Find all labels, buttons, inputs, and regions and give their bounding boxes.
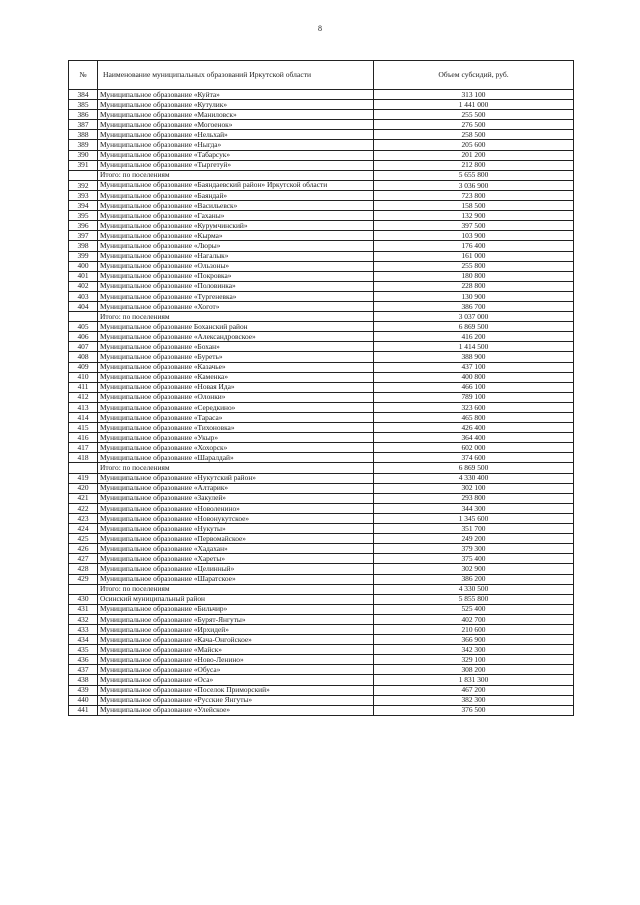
row-name: Итого: по поселениям (98, 463, 374, 473)
row-value: 375 400 (374, 554, 574, 564)
row-value: 382 300 (374, 695, 574, 705)
row-number: 406 (69, 332, 98, 342)
row-number: 408 (69, 352, 98, 362)
row-value: 249 200 (374, 534, 574, 544)
row-number: 386 (69, 110, 98, 120)
row-number: 417 (69, 443, 98, 453)
row-value: 364 400 (374, 433, 574, 443)
row-number: 424 (69, 524, 98, 534)
row-name: Муниципальное образование «Баяндаевский район» Иркутской области (98, 180, 374, 190)
row-value: 228 800 (374, 281, 574, 291)
row-value: 5 655 800 (374, 170, 574, 180)
row-value: 210 600 (374, 624, 574, 634)
row-value: 386 200 (374, 574, 574, 584)
row-name: Муниципальное образование «Обуса» (98, 665, 374, 675)
row-value: 1 831 300 (374, 675, 574, 685)
row-name: Муниципальное образование «Улейское» (98, 705, 374, 715)
table-row (69, 685, 574, 695)
row-value: 1 441 000 (374, 100, 574, 110)
row-number: 401 (69, 271, 98, 281)
table-row (69, 513, 574, 523)
row-value: 201 200 (374, 150, 574, 160)
table-row (69, 423, 574, 433)
row-number: 440 (69, 695, 98, 705)
row-value: 466 100 (374, 382, 574, 392)
table-row (69, 635, 574, 645)
row-value: 329 100 (374, 655, 574, 665)
row-name: Муниципальное образование «Нельхай» (98, 130, 374, 140)
table-row (69, 695, 574, 705)
row-number: 407 (69, 342, 98, 352)
row-number: 418 (69, 453, 98, 463)
row-value: 6 869 500 (374, 322, 574, 332)
row-value: 376 500 (374, 705, 574, 715)
row-name: Муниципальное образование «Новая Ида» (98, 382, 374, 392)
row-value: 525 400 (374, 604, 574, 614)
row-number: 403 (69, 291, 98, 301)
row-value: 344 300 (374, 503, 574, 513)
row-number: 439 (69, 685, 98, 695)
table-row (69, 251, 574, 261)
row-name: Итого: по поселениям (98, 584, 374, 594)
row-value: 386 700 (374, 301, 574, 311)
table-row (69, 534, 574, 544)
row-value: 130 900 (374, 291, 574, 301)
row-name: Муниципальное образование «Тургеневка» (98, 291, 374, 301)
row-value: 212 800 (374, 160, 574, 170)
row-name: Осинский муниципальный район (98, 594, 374, 604)
table-row (69, 362, 574, 372)
row-name: Муниципальное образование «Буреть» (98, 352, 374, 362)
row-name: Муниципальное образование «Гаханы» (98, 211, 374, 221)
row-number: 399 (69, 251, 98, 261)
row-number: 404 (69, 301, 98, 311)
row-value: 161 000 (374, 251, 574, 261)
row-value: 293 800 (374, 493, 574, 503)
row-value: 1 345 600 (374, 513, 574, 523)
row-number (69, 584, 98, 594)
table-row (69, 160, 574, 170)
row-number: 435 (69, 645, 98, 655)
header-name: Наименование муниципальных образований Иркутской области (98, 61, 374, 90)
row-name: Муниципальное образование Боханский район (98, 322, 374, 332)
row-name: Муниципальное образование «Половинка» (98, 281, 374, 291)
row-name: Муниципальное образование «Русские Янгуты» (98, 695, 374, 705)
table-row (69, 453, 574, 463)
row-value: 379 300 (374, 544, 574, 554)
row-number: 434 (69, 635, 98, 645)
row-value: 1 414 500 (374, 342, 574, 352)
row-number (69, 463, 98, 473)
table-row (69, 604, 574, 614)
row-name: Муниципальное образование «Могоенок» (98, 120, 374, 130)
row-name: Муниципальное образование «Тихоновка» (98, 423, 374, 433)
row-name: Муниципальное образование «Васильевск» (98, 201, 374, 211)
table-row (69, 90, 574, 100)
row-number: 402 (69, 281, 98, 291)
total-row (69, 584, 574, 594)
row-number: 429 (69, 574, 98, 584)
table-row (69, 271, 574, 281)
row-value: 180 800 (374, 271, 574, 281)
row-number: 421 (69, 493, 98, 503)
table-row (69, 201, 574, 211)
row-number: 388 (69, 130, 98, 140)
row-number: 430 (69, 594, 98, 604)
row-number: 390 (69, 150, 98, 160)
row-name: Муниципальное образование «Хогот» (98, 301, 374, 311)
table-row (69, 372, 574, 382)
row-number: 410 (69, 372, 98, 382)
row-number: 436 (69, 655, 98, 665)
table-row (69, 433, 574, 443)
row-name: Итого: по поселениям (98, 312, 374, 322)
table-row (69, 352, 574, 362)
table-row (69, 402, 574, 412)
row-number: 384 (69, 90, 98, 100)
table-row (69, 100, 574, 110)
row-value: 176 400 (374, 241, 574, 251)
table-row (69, 332, 574, 342)
row-name: Муниципальное образование «Кырма» (98, 231, 374, 241)
row-number: 413 (69, 402, 98, 412)
row-value: 388 900 (374, 352, 574, 362)
row-value: 723 800 (374, 190, 574, 200)
table-row (69, 301, 574, 311)
row-name: Муниципальное образование «Нукутский район» (98, 473, 374, 483)
page-number: 8 (318, 24, 322, 33)
row-value: 313 100 (374, 90, 574, 100)
table-row (69, 544, 574, 554)
row-name: Муниципальное образование «Тараса» (98, 413, 374, 423)
total-row (69, 170, 574, 180)
row-name: Муниципальное образование «Новонукутское» (98, 513, 374, 523)
table-row (69, 130, 574, 140)
table-row (69, 473, 574, 483)
row-name: Муниципальное образование «Ользоны» (98, 261, 374, 271)
row-value: 323 600 (374, 402, 574, 412)
row-value: 351 700 (374, 524, 574, 534)
row-name: Муниципальное образование «Курумчинский» (98, 221, 374, 231)
row-value: 103 900 (374, 231, 574, 241)
row-value: 426 400 (374, 423, 574, 433)
row-name: Муниципальное образование «Казачье» (98, 362, 374, 372)
table-row (69, 554, 574, 564)
row-number: 415 (69, 423, 98, 433)
header-num: № (69, 61, 98, 90)
row-name: Муниципальное образование «Ныгда» (98, 140, 374, 150)
row-name: Муниципальное образование «Укыр» (98, 433, 374, 443)
table-row (69, 675, 574, 685)
total-row (69, 312, 574, 322)
table-row (69, 110, 574, 120)
header-value: Объем субсидий, руб. (374, 61, 574, 90)
row-number: 412 (69, 392, 98, 402)
row-value: 255 500 (374, 110, 574, 120)
table-row (69, 645, 574, 655)
row-number (69, 170, 98, 180)
row-name: Муниципальное образование «Табарсук» (98, 150, 374, 160)
row-name: Муниципальное образование «Бохан» (98, 342, 374, 352)
row-number: 423 (69, 513, 98, 523)
row-name: Муниципальное образование «Первомайское» (98, 534, 374, 544)
row-value: 258 500 (374, 130, 574, 140)
table-row (69, 524, 574, 534)
row-number: 433 (69, 624, 98, 634)
row-number: 414 (69, 413, 98, 423)
table-row (69, 705, 574, 715)
table-row (69, 261, 574, 271)
row-value: 3 037 000 (374, 312, 574, 322)
row-number: 395 (69, 211, 98, 221)
table-row (69, 483, 574, 493)
row-value: 467 200 (374, 685, 574, 695)
row-number: 416 (69, 433, 98, 443)
header-row (69, 61, 574, 90)
row-value: 158 500 (374, 201, 574, 211)
row-number: 438 (69, 675, 98, 685)
row-number: 398 (69, 241, 98, 251)
table-row (69, 281, 574, 291)
row-value: 276 500 (374, 120, 574, 130)
row-number: 385 (69, 100, 98, 110)
row-number: 425 (69, 534, 98, 544)
row-number: 397 (69, 231, 98, 241)
table-row (69, 574, 574, 584)
row-value: 374 600 (374, 453, 574, 463)
row-name: Муниципальное образование «Шаратское» (98, 574, 374, 584)
row-name: Муниципальное образование «Кача-Онгойское» (98, 635, 374, 645)
row-number: 394 (69, 201, 98, 211)
row-name: Муниципальное образование «Каменка» (98, 372, 374, 382)
row-name: Муниципальное образование «Алтарик» (98, 483, 374, 493)
row-value: 302 900 (374, 564, 574, 574)
row-number: 400 (69, 261, 98, 271)
row-name: Муниципальное образование «Баяндай» (98, 190, 374, 200)
table-body (69, 90, 574, 716)
row-number: 441 (69, 705, 98, 715)
row-name: Муниципальное образование «Поселок Приморский» (98, 685, 374, 695)
row-name: Муниципальное образование «Тыргетуй» (98, 160, 374, 170)
row-value: 6 869 500 (374, 463, 574, 473)
table-row (69, 655, 574, 665)
row-number: 409 (69, 362, 98, 372)
row-name: Муниципальное образование «Бурят-Янгуты» (98, 614, 374, 624)
row-number: 427 (69, 554, 98, 564)
row-number: 389 (69, 140, 98, 150)
row-value: 255 800 (374, 261, 574, 271)
table-row (69, 665, 574, 675)
row-name: Муниципальное образование «Хохорск» (98, 443, 374, 453)
row-value: 789 100 (374, 392, 574, 402)
table-row (69, 413, 574, 423)
row-number: 396 (69, 221, 98, 231)
subsidies-table (68, 60, 574, 716)
table-row (69, 322, 574, 332)
row-value: 416 200 (374, 332, 574, 342)
row-name: Муниципальное образование «Середкино» (98, 402, 374, 412)
row-number: 393 (69, 190, 98, 200)
row-name: Муниципальное образование «Нукуты» (98, 524, 374, 534)
row-name: Муниципальное образование «Целинный» (98, 564, 374, 574)
table-header (69, 61, 574, 90)
table-row (69, 231, 574, 241)
table-row (69, 382, 574, 392)
row-name: Муниципальное образование «Хареты» (98, 554, 374, 564)
row-name: Муниципальное образование «Бильчир» (98, 604, 374, 614)
row-name: Муниципальное образование «Маниловск» (98, 110, 374, 120)
row-name: Муниципальное образование «Кутулик» (98, 100, 374, 110)
row-value: 132 900 (374, 211, 574, 221)
row-name: Муниципальное образование «Майск» (98, 645, 374, 655)
table-row (69, 493, 574, 503)
row-number: 419 (69, 473, 98, 483)
table-row (69, 624, 574, 634)
table-row (69, 190, 574, 200)
row-value: 205 600 (374, 140, 574, 150)
row-name: Муниципальное образование «Шаралдай» (98, 453, 374, 463)
row-value: 3 036 900 (374, 180, 574, 190)
row-number: 411 (69, 382, 98, 392)
table-row (69, 443, 574, 453)
row-name: Муниципальное образование «Закулей» (98, 493, 374, 503)
table-row (69, 140, 574, 150)
table-row (69, 392, 574, 402)
table-row (69, 150, 574, 160)
table-row (69, 241, 574, 251)
row-name: Муниципальное образование «Куйта» (98, 90, 374, 100)
row-value: 402 700 (374, 614, 574, 624)
row-name: Муниципальное образование «Оса» (98, 675, 374, 685)
row-number: 405 (69, 322, 98, 332)
table-row (69, 180, 574, 190)
row-name: Муниципальное образование «Покровка» (98, 271, 374, 281)
row-name: Муниципальное образование «Ново-Ленино» (98, 655, 374, 665)
row-value: 397 500 (374, 221, 574, 231)
row-number: 391 (69, 160, 98, 170)
table-row (69, 503, 574, 513)
table-row (69, 221, 574, 231)
row-name: Муниципальное образование «Александровское» (98, 332, 374, 342)
table-row (69, 614, 574, 624)
row-number: 426 (69, 544, 98, 554)
row-value: 302 100 (374, 483, 574, 493)
table-row (69, 291, 574, 301)
row-value: 465 800 (374, 413, 574, 423)
row-value: 5 855 800 (374, 594, 574, 604)
row-number: 431 (69, 604, 98, 614)
table-row (69, 342, 574, 352)
table-row (69, 120, 574, 130)
row-name: Муниципальное образование «Люры» (98, 241, 374, 251)
row-number (69, 312, 98, 322)
row-number: 392 (69, 180, 98, 190)
row-value: 4 330 500 (374, 584, 574, 594)
row-number: 437 (69, 665, 98, 675)
row-value: 4 330 400 (374, 473, 574, 483)
row-name: Муниципальное образование «Ирхидей» (98, 624, 374, 634)
row-value: 602 000 (374, 443, 574, 453)
total-row (69, 463, 574, 473)
row-name: Муниципальное образование «Нагалык» (98, 251, 374, 261)
row-number: 432 (69, 614, 98, 624)
row-value: 366 900 (374, 635, 574, 645)
row-value: 308 200 (374, 665, 574, 675)
row-value: 437 100 (374, 362, 574, 372)
row-number: 428 (69, 564, 98, 574)
row-name: Муниципальное образование «Олонки» (98, 392, 374, 402)
row-number: 387 (69, 120, 98, 130)
table-row (69, 594, 574, 604)
row-name: Муниципальное образование «Хадахан» (98, 544, 374, 554)
row-name: Муниципальное образование «Новоленино» (98, 503, 374, 513)
row-value: 342 300 (374, 645, 574, 655)
row-value: 400 800 (374, 372, 574, 382)
row-name: Итого: по поселениям (98, 170, 374, 180)
row-number: 420 (69, 483, 98, 493)
table-row (69, 211, 574, 221)
row-number: 422 (69, 503, 98, 513)
table-row (69, 564, 574, 574)
